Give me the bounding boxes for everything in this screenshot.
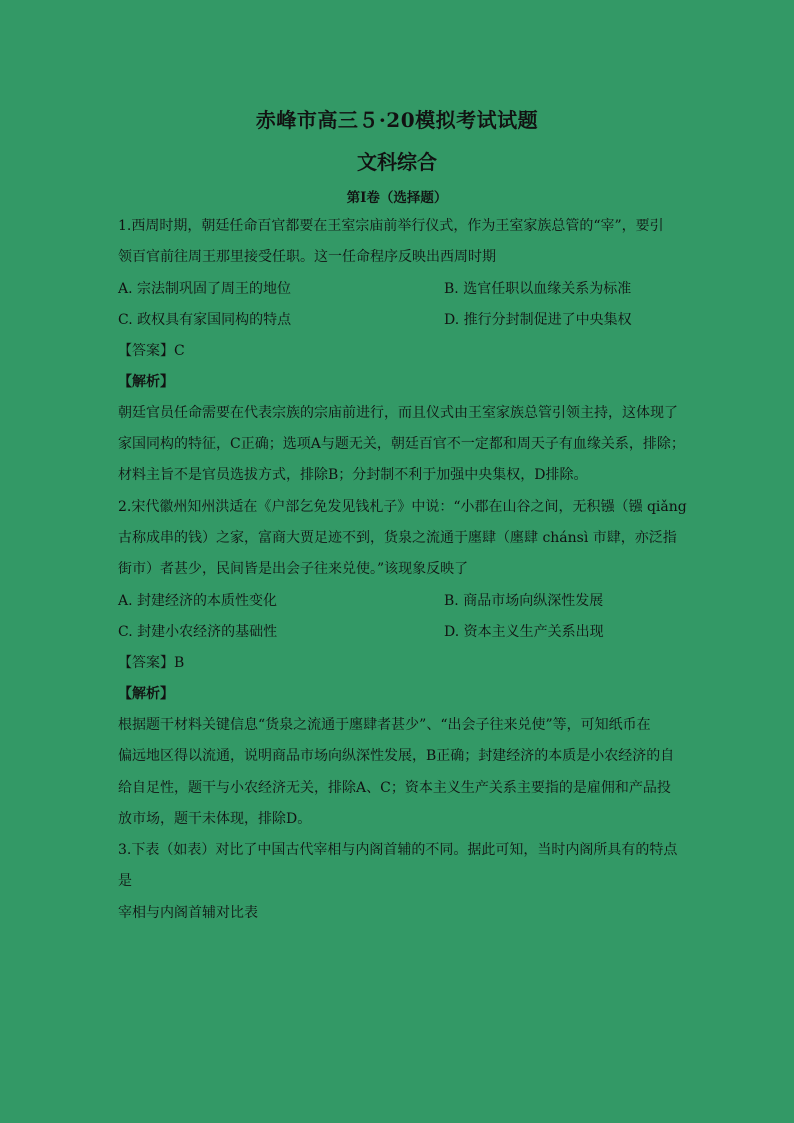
- q2-analysis-line-1: 根据题干材料关键信息“货泉之流通于廛肆者甚少”、“出会子往来兑使”等，可知纸币在: [118, 717, 651, 733]
- q2-stem-line-2: 古称成串的钱）之家，富商大贾足迹不到，货泉之流通于廛肆（廛肆 chánsì 市肆，亦泛指: [118, 530, 677, 546]
- q2-option-b: B. 商品市场向纵深性发展: [444, 593, 604, 609]
- q2-option-c: C. 封建小农经济的基础性: [118, 624, 278, 640]
- q1-option-d: D. 推行分封制促进了中央集权: [444, 312, 632, 328]
- q3-table-caption: 宰相与内阁首辅对比表: [118, 905, 258, 921]
- section-heading: 第Ⅰ卷（选择题）: [346, 190, 448, 206]
- q1-analysis-line-3: 材料主旨不是官员选拔方式，排除B；分封制不利于加强中央集权，D排除。: [118, 467, 588, 483]
- q2-analysis-line-4: 放市场，题干未体现，排除D。: [118, 811, 312, 827]
- q2-stem-line-3: 街市）者甚少，民间皆是出会子往来兑使。”该现象反映了: [118, 561, 469, 577]
- exam-subtitle: 文科综合: [357, 150, 437, 174]
- q1-option-c: C. 政权具有家国同构的特点: [118, 312, 292, 328]
- q2-analysis-label: 【解析】: [118, 686, 174, 702]
- q1-analysis-line-1: 朝廷官员任命需要在代表宗族的宗庙前进行，而且仪式由王室家族总管引领主持，这体现了: [118, 405, 678, 421]
- q2-analysis-line-3: 给自足性，题干与小农经济无关，排除A、C；资本主义生产关系主要指的是雇佣和产品投: [118, 780, 671, 796]
- q2-analysis-line-2: 偏远地区得以流通，说明商品市场向纵深性发展，B正确；封建经济的本质是小农经济的自: [118, 748, 675, 764]
- q2-option-d: D. 资本主义生产关系出现: [444, 624, 604, 640]
- q3-stem-line-1: 3.下表（如表）对比了中国古代宰相与内阁首辅的不同。据此可知，当时内阁所具有的特点: [118, 842, 678, 858]
- q1-option-a: A. 宗法制巩固了周王的地位: [118, 281, 292, 297]
- q1-option-b: B. 选官任职以血缘关系为标准: [444, 281, 632, 297]
- q1-analysis-label: 【解析】: [118, 374, 174, 390]
- exam-title: 赤峰市高三５·20模拟考试试题: [255, 108, 539, 132]
- q1-stem-line-2: 领百官前往周王那里接受任职。这一任命程序反映出西周时期: [118, 249, 496, 265]
- q2-option-a: A. 封建经济的本质性变化: [118, 593, 278, 609]
- q2-stem-line-1: 2.宋代徽州知州洪适在《户部乞免发见钱札子》中说：“小郡在山谷之间，无积镪（镪 qiǎng: [118, 499, 687, 515]
- q3-stem-line-2: 是: [118, 873, 132, 889]
- q2-answer: 【答案】B: [118, 655, 185, 671]
- q1-analysis-line-2: 家国同构的特征，C正确；选项A与题无关，朝廷百官不一定都和周天子有血缘关系，排除；: [118, 436, 685, 452]
- q1-stem-line-1: 1.西周时期，朝廷任命百官都要在王室宗庙前举行仪式，作为王室家族总管的“宰”，要引: [118, 218, 664, 234]
- q1-answer: 【答案】C: [118, 343, 185, 359]
